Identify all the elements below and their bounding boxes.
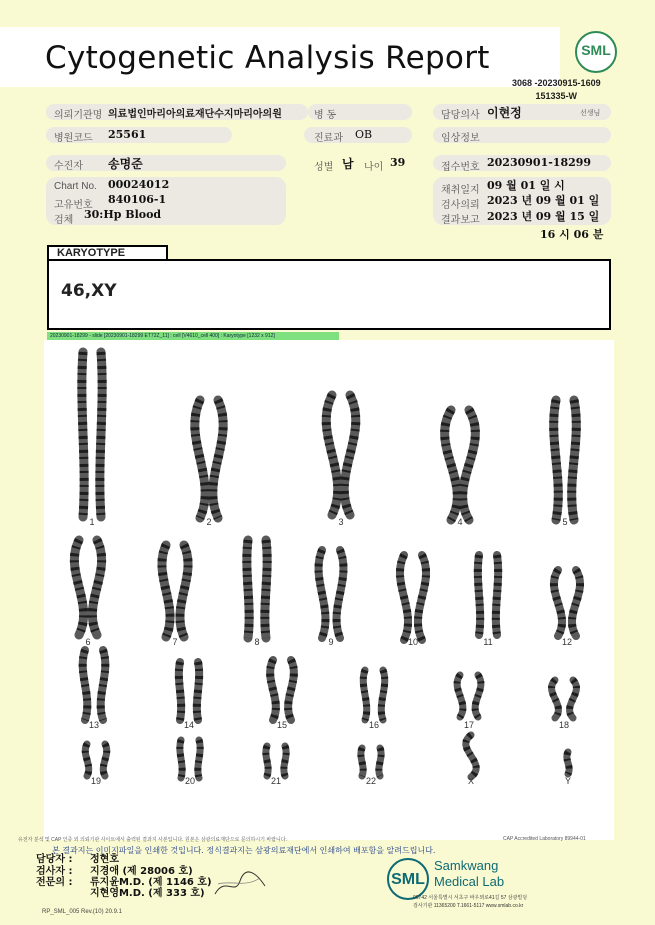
collect-value: 09 월 01 일 시 [487,179,565,192]
patient-label: 수진자 [54,161,83,172]
doctor-value: 이현정 [487,106,522,120]
report-number-line2: 151335-W [535,91,578,101]
chromosome-label-16: 16 [368,720,380,730]
chromosome-label-X: X [467,776,475,786]
chromosome-label-3: 3 [338,517,344,527]
chromosome-bands-14-b [197,662,199,720]
request-label: 검사의뢰 [441,200,480,211]
chromosome-label-11: 11 [483,637,493,647]
chromosome-label-9: 9 [328,637,334,647]
chromosome-label-1: 1 [89,517,95,527]
receipt-label: 접수번호 [441,162,480,173]
chromosome-2-b [213,400,223,518]
chromosome-label-21: 21 [270,776,282,786]
report-number [512,77,601,103]
staff-label: 담당자 : [36,854,73,865]
chromosome-3-b [344,395,356,515]
institution-value: 의료법인마리아의료재단수지마리아의원 [108,109,282,120]
unique-value: 840106-1 [108,193,167,206]
report-number-line1: 3068 -20230915-1609 [512,78,601,88]
cap-accreditation: CAP Accredited Laboratory 89944-01 [503,836,586,842]
doctor-suffix: 선생님 [580,110,601,117]
karyotype-result: 46,XY [61,281,117,301]
chromosome-label-17: 17 [463,720,475,730]
expert-value-1: 류지윤M.D. (제 1146 호) [90,877,212,888]
sex-value: 남 [342,157,354,171]
chromosome-label-22: 22 [365,776,377,786]
lab-address [413,894,527,910]
lab-name-line1: Samkwang [434,858,499,873]
lab-name [434,858,504,890]
form-number: RP_SML_005 Rev.(10) 20.9.1 [42,909,122,915]
clinical-label: 임상정보 [441,133,480,144]
sml-logo-text: SML [581,42,611,58]
chromosome-label-10: 10 [407,637,419,647]
hospital-code-label: 병원코드 [54,133,93,144]
chromosome-label-7: 7 [172,637,178,647]
karyotype-tab: KARYOTYPE [47,245,168,259]
chromosome-label-12: 12 [561,637,573,647]
tester-label: 검사자 : [36,866,73,877]
chart-label: Chart No. [54,181,97,192]
age-label: 나이 [364,162,384,173]
staff-value: 정현호 [90,854,119,865]
chromosome-5-b [572,400,577,520]
slide-info-bar: 20230901-18299 - slide [20230901-18299 ET72Z_11] : cell [V4610_cell 400] : Karyotype [1232 x 912] [47,332,339,340]
expert-value-2: 지현영M.D. (제 333 호) [90,888,205,899]
chromosome-label-19: 19 [90,776,102,786]
chromosome-20-a [180,740,182,778]
chromosome-label-Y: Y [564,776,572,786]
ward-label: 병 동 [314,110,337,121]
expert-label: 전문의 : [36,877,73,888]
unique-label: 고유번호 [54,200,93,211]
chromosome-label-18: 18 [558,720,570,730]
dept-label: 진료과 [314,133,343,144]
chromosome-label-15: 15 [276,720,288,730]
specimen-value: 30:Hp Blood [84,208,162,221]
chromosome-bands-14-a [179,662,181,720]
request-value: 2023 년 09 월 01 일 [487,194,600,207]
patient-value: 송명준 [108,157,143,171]
footer-disclaimer: 유전자 분석 및 CAP 인증 외 의뢰기관 사이트에서 출력된 결과지 사본입니다. 원본은 삼광의료재단으로 문의하시기 바랍니다. [18,837,288,843]
tester-value: 지경애 (제 28006 호) [90,866,193,877]
chromosome-3-a [326,395,338,515]
report-label: 결과보고 [441,215,480,226]
chromosome-2-a [195,400,205,518]
chromosome-11-b [496,555,498,635]
lab-address-line2: 검사기관 11365200 T.1661-5117 www.smlab.co.kr [413,903,524,909]
karyogram-image [44,340,614,840]
karyotype-box [47,259,611,330]
doctor-label: 담당의사 [441,110,480,121]
chromosome-label-8: 8 [254,637,260,647]
dept-value: OB [355,128,373,141]
print-notice: 본 결과지는 이미지파일을 인쇄한 것입니다. 정식결과지는 삼광의료재단에서 인쇄하여 배포함을 알려드립니다. [52,846,436,855]
report-value: 2023 년 09 월 15 일 [487,210,600,223]
age-value: 39 [390,156,406,169]
specimen-label: 검체 [54,215,74,226]
collect-label: 채취일지 [441,185,480,196]
chromosome-20-b [198,740,200,778]
sex-label: 성별 [314,162,334,173]
chart-value: 00024012 [108,178,170,191]
chromosome-Y [567,752,569,774]
lab-name-line2: Medical Lab [434,874,505,889]
hospital-code-value: 25561 [108,128,147,141]
chromosome-label-4: 4 [457,517,463,527]
chromosome-label-2: 2 [206,517,212,527]
chromosome-label-13: 13 [88,720,100,730]
chromosome-5-a [554,400,559,520]
signature-scribble [210,866,270,902]
chromosome-label-20: 20 [184,776,196,786]
institution-label: 의뢰기관명 [54,110,103,121]
lab-address-line1: 06742 서울특별시 서초구 바우뫼로41길 57 삼광빌딩 [413,895,528,901]
karyogram-svg [44,340,614,840]
receipt-value: 20230901-18299 [487,156,592,169]
report-title: Cytogenetic Analysis Report [45,40,490,76]
samkwang-logo-text: SML [391,871,425,888]
chromosome-label-14: 14 [183,720,195,730]
chromosome-11-a [478,555,480,635]
chromosome-label-6: 6 [85,637,91,647]
report-time: 16 시 06 분 [540,228,604,241]
sml-logo [575,31,617,73]
chromosome-label-5: 5 [562,517,568,527]
